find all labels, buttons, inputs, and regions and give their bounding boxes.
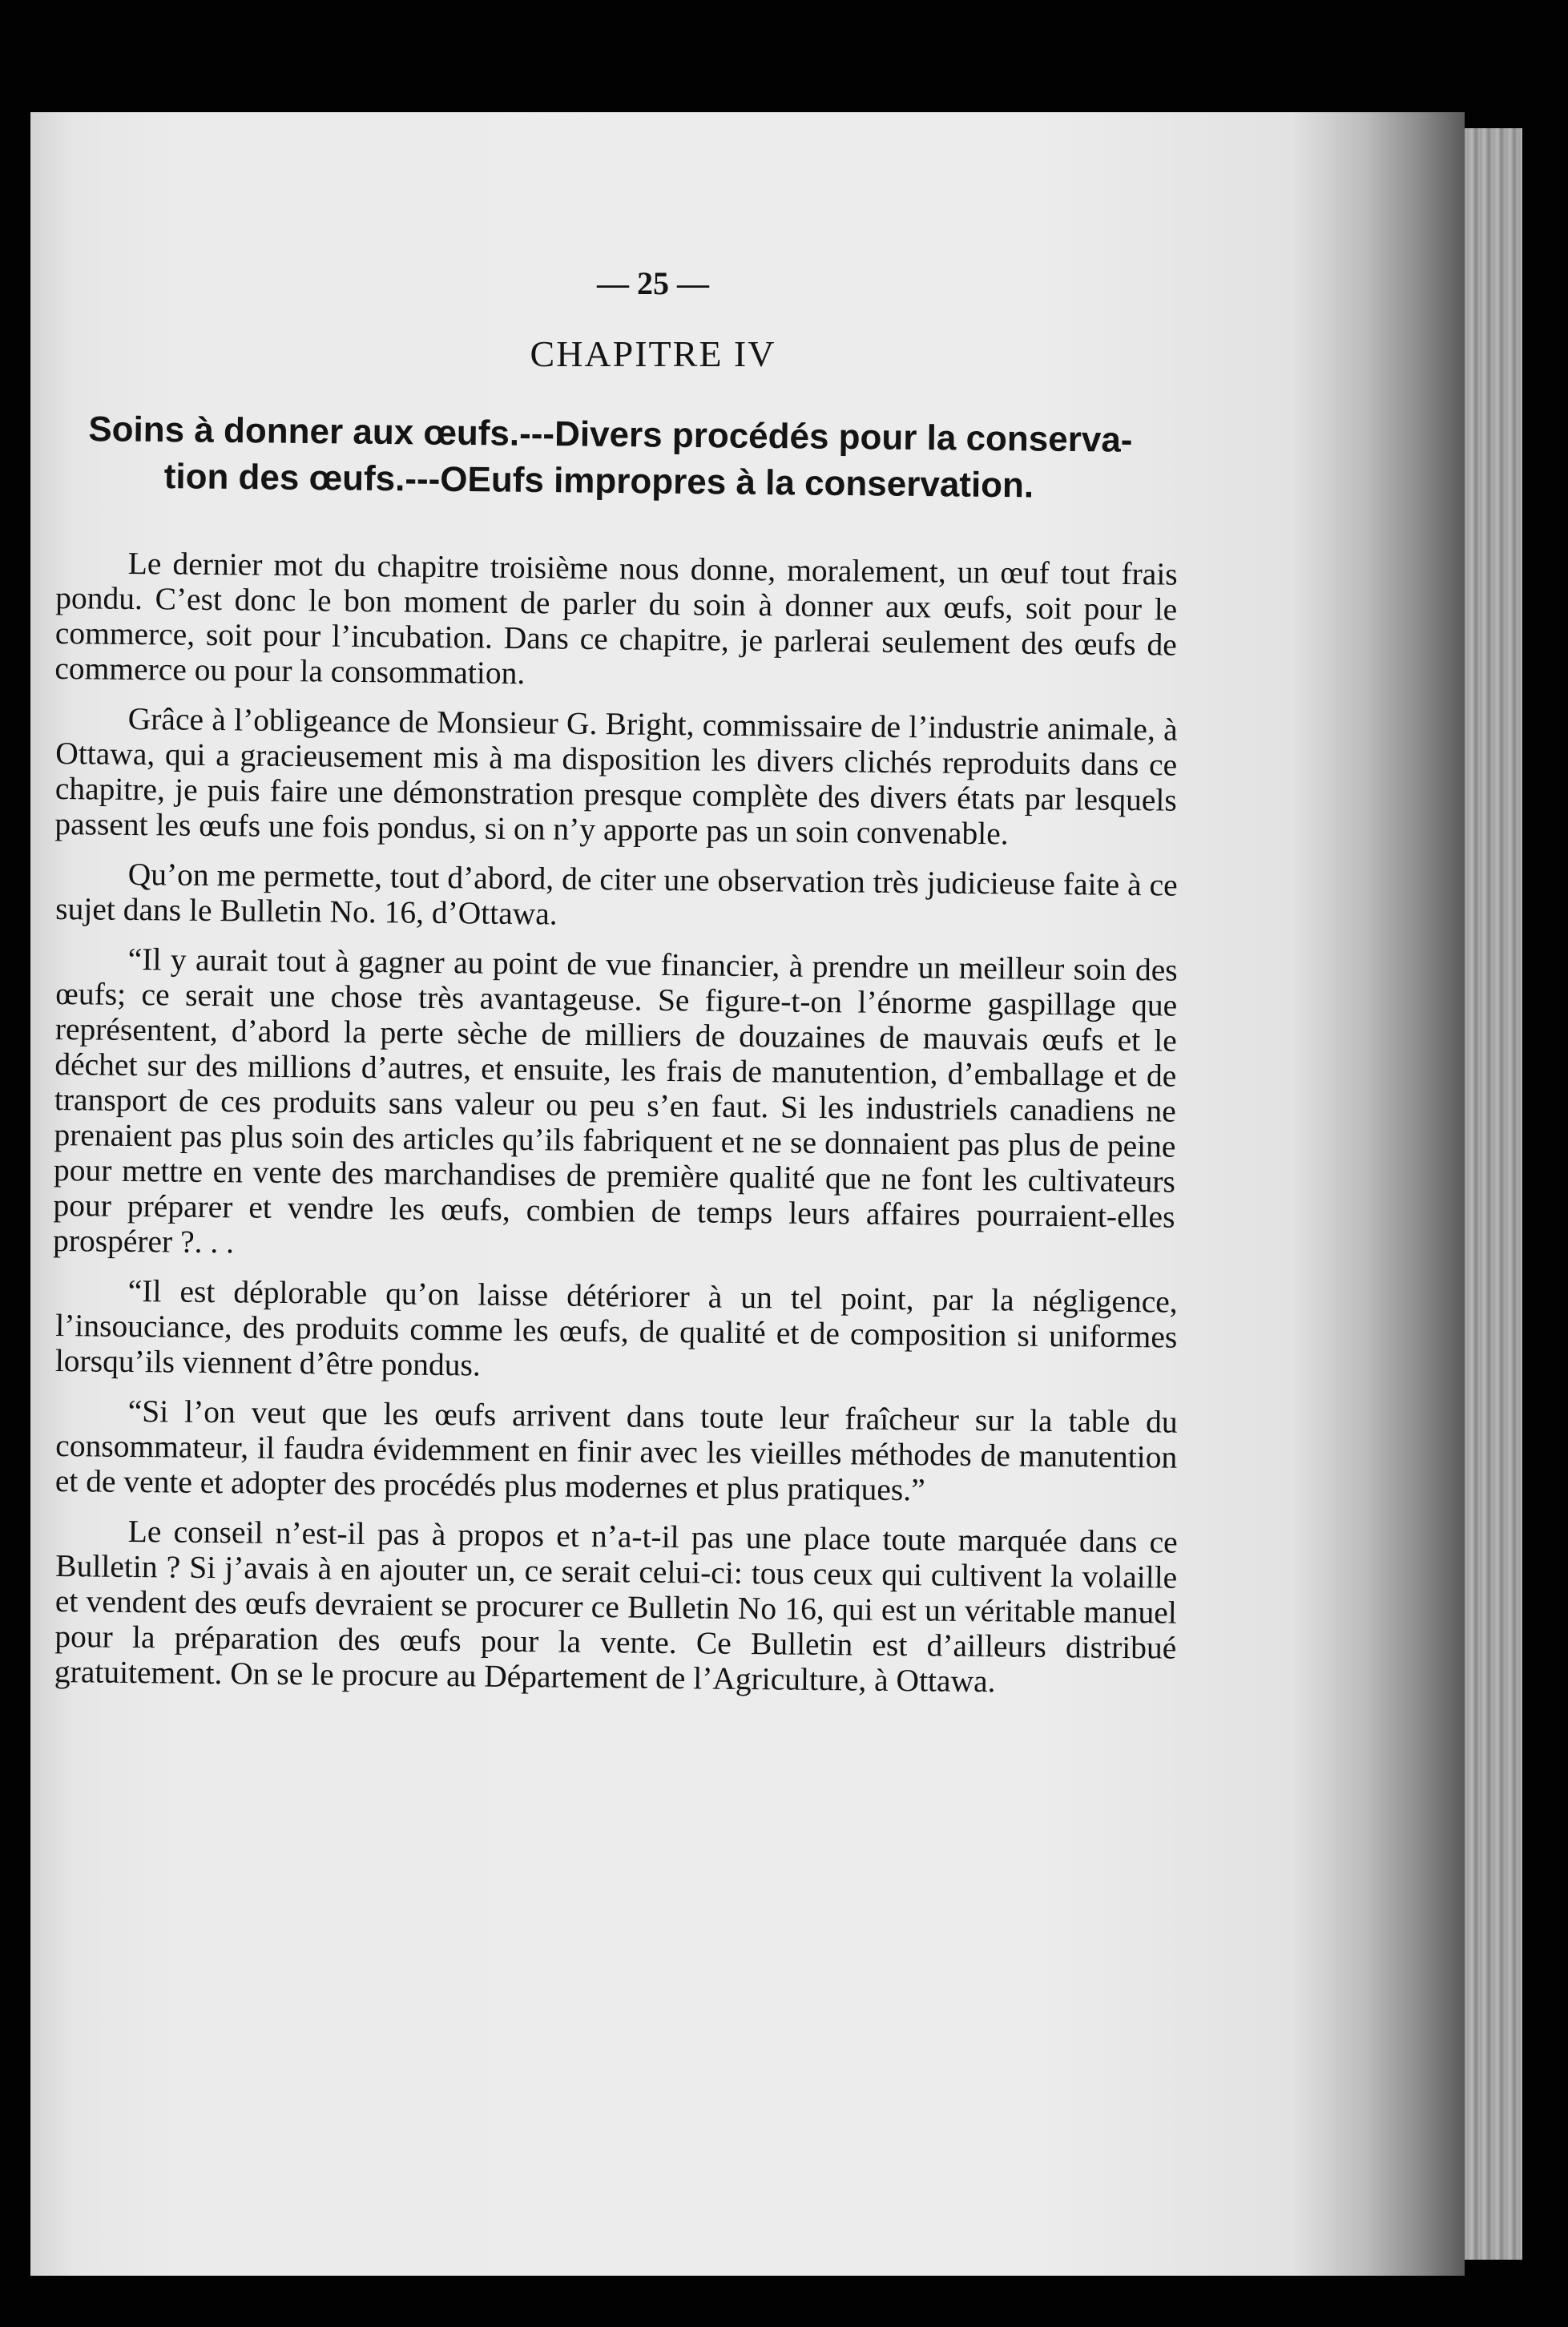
section-heading [55,406,1178,511]
paragraph-intro: Le dernier mot du chapitre troisième nous donne, moralement, un œuf tout frais pondu. C’est donc le bon moment de parler du soin à donner aux œufs, soit pour le commerce, soit pour l’incubation. Dans ce chapitre, je parlerai seulement des œufs de commerce ou pour la consommation. [54,545,1178,692]
paragraph-quote-3: “Si l’on veut que les œufs arrivent dans toute leur fraîcheur sur la table du consommateur, il faudra évidemment en finir avec les vieilles méthodes de manutention et de vente et adopter des procédés plus modernes et plus pratiques.” [54,1393,1178,1508]
paragraph-advice: Le conseil n’est-il pas à propos et n’a-t-il pas une place toute marquée dans ce Bulletin ? Si j’avais à en ajouter un, ce serait celui-ci: tous ceux qui cultivent la volaille et vendent des œufs devraient se procurer ce Bulletin No 16, qui est un véritable manuel pour la préparation des œufs pour la vente. Ce Bulletin est d’ailleurs distribué gratuitement. On se le procure au Département de l’Agriculture, à Ottawa. [54,1513,1178,1700]
paragraph-quote-2: “Il est déplorable qu’on laisse détériorer à un tel point, par la négligence, l’insouciance, des produits comme les œufs, de qualité et de composition si uniformes lorsqu’ils viennent d’être pondus. [54,1272,1178,1383]
section-heading-line-1: Soins à donner aux œufs.---Divers procédés pour la conserva- [88,409,1133,460]
chapter-title: CHAPITRE IV [530,333,776,374]
section-heading-line-2: tion des œufs.---OEufs impropres à la conservation. [163,457,1034,506]
page-content [52,264,1178,1704]
paragraph-quote-1: “Il y aurait tout à gagner au point de vue financier, à prendre un meilleur soin des œufs; ce serait une chose très avantageuse. Se figure-t-on l’énorme gaspillage que représentent, d’abord la perte sèche de milliers de douzaines de mauvais œufs et le déchet sur des millions d’autres, et ensuite, les frais de manutention, d’emballage et de transport de ces produits sans valeur ou peu s’en faut. Si les industriels canadiens ne prenaient pas plus soin des articles qu’ils fabriquent et ne se donnaient pas plus de peine pour mettre en vente des marchandises de première qualité que ne font les cultivateurs pour préparer et vendre les œufs, combien de temps leurs affaires pourraient-elles prospérer ?. . . [52,941,1178,1260]
page-number: — 25 — [597,265,709,301]
paragraph-acknowledgement: Grâce à l’obligeance de Monsieur G. Bright, commissaire de l’industrie animale, à Ottawa, qui a gracieusement mis à ma disposition les divers clichés reproduits dans ce chapitre, je puis faire une démonstration presque complète des divers états par lesquels passent les œufs une fois pondus, si on n’y apporte pas un soin convenable. [54,700,1178,852]
paragraph-citation-intro: Qu’on me permette, tout d’abord, de citer une observation très judicieuse faite à ce sujet dans le Bulletin No. 16, d’Ottawa. [55,856,1178,932]
